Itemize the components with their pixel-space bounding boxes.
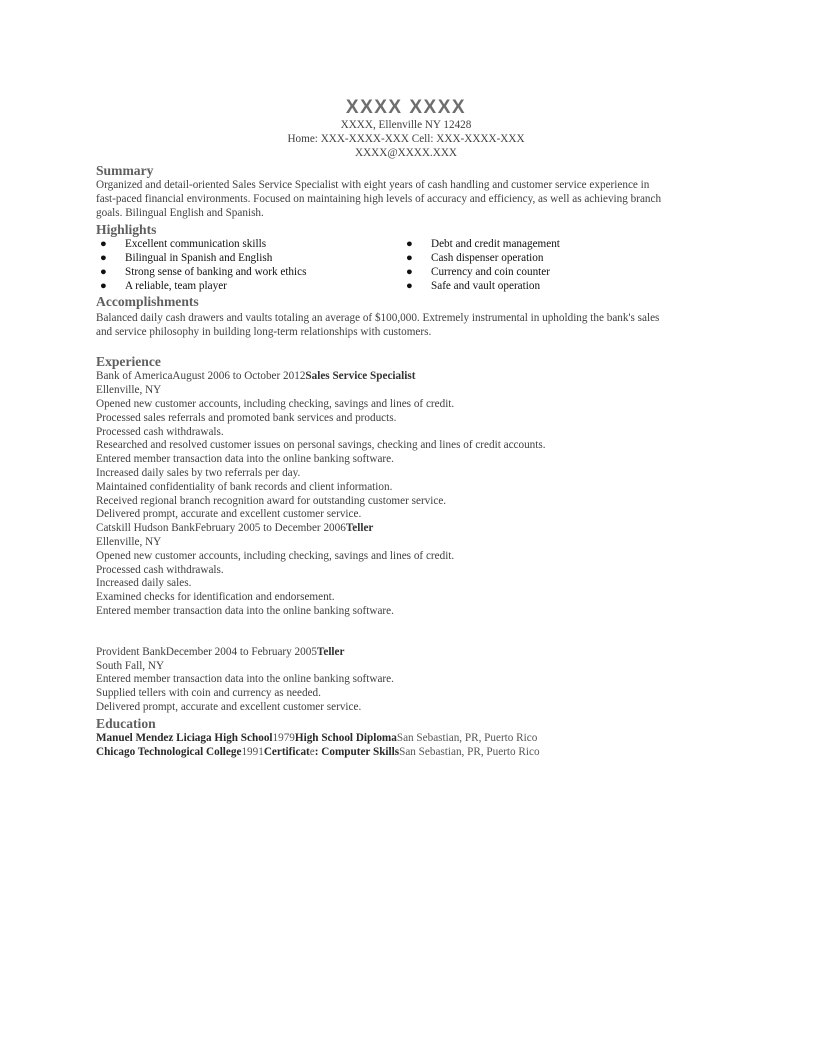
graduation-year: 1991 — [241, 745, 264, 758]
bullet-icon: ● — [100, 237, 107, 250]
address-line: XXXX, Ellenville NY 12428 — [340, 119, 472, 131]
phone-line: Home: XXX-XXXX-XXX Cell: XXX-XXXX-XXX — [287, 132, 525, 145]
job-duty: Entered member transaction data into the online banking software. — [96, 604, 394, 617]
job-duty: Examined checks for identification and endorsement. — [96, 591, 335, 604]
highlights-heading: Highlights — [96, 221, 157, 237]
email-line: XXXX@XXXX.XXX — [355, 146, 457, 159]
highlight-item: ● Bilingual in Spanish and English — [100, 251, 273, 264]
job-duty: Processed cash withdrawals. — [96, 425, 224, 438]
candidate-name: XXXX XXXX — [345, 97, 467, 118]
job-duty: Entered member transaction data into the online banking software. — [96, 673, 394, 686]
job-entry — [96, 522, 716, 619]
job-duty: Opened new customer accounts, including checking, savings and lines of credit. — [96, 549, 455, 562]
graduation-year: 1979 — [272, 731, 295, 744]
highlight-item: ● Excellent communication skills — [100, 237, 267, 250]
highlight-item: ● Cash dispenser operation — [406, 251, 544, 264]
degree-name: High School Diploma — [294, 731, 397, 744]
degree-name-part: e — [309, 745, 315, 758]
degree-separator: : — [314, 745, 322, 758]
job-duty: Delivered prompt, accurate and excellent customer service. — [96, 508, 362, 521]
highlight-item: ● Debt and credit management — [406, 237, 560, 250]
summary-line: Organized and detail-oriented Sales Service Specialist with eight years of cash handling and customer service experience in — [96, 179, 650, 192]
education-entry — [96, 746, 716, 760]
summary-heading: Summary — [96, 163, 154, 179]
education-entry — [96, 732, 716, 746]
school-name: Chicago Technological College — [96, 745, 242, 758]
job-duty: Maintained confidentiality of bank records and client information. — [96, 480, 393, 493]
job-duty: Delivered prompt, accurate and excellent customer service. — [96, 700, 362, 713]
resume-page — [96, 97, 716, 759]
summary-line: goals. Bilingual English and Spanish. — [96, 206, 264, 219]
highlights-list — [96, 238, 716, 294]
bullet-icon: ● — [406, 251, 413, 264]
summary-body — [96, 179, 716, 220]
accomplishments-heading: Accomplishments — [96, 293, 199, 309]
job-heading — [96, 370, 716, 384]
bullet-icon: ● — [100, 279, 107, 292]
job-duty: Processed cash withdrawals. — [96, 563, 224, 576]
highlight-item: ● Currency and coin counter — [406, 265, 550, 278]
job-duty: Processed sales referrals and promoted bank services and products. — [96, 411, 397, 424]
job-role: Teller — [316, 645, 345, 658]
degree-name: Certificat — [263, 745, 310, 758]
job-dates: August 2006 to October 2012 — [172, 370, 306, 383]
job-duty: Supplied tellers with coin and currency as needed. — [96, 687, 321, 700]
job-duty: Researched and resolved customer issues on personal savings, checking and lines of credit accounts. — [96, 439, 546, 452]
bullet-icon: ● — [406, 237, 413, 250]
job-heading — [96, 522, 716, 536]
school-location: San Sebastian, PR, Puerto Rico — [396, 731, 538, 744]
experience-heading: Experience — [96, 354, 161, 370]
education-heading: Education — [96, 715, 156, 731]
job-duty: Increased daily sales. — [96, 577, 192, 590]
accomplishments-line: Balanced daily cash drawers and vaults totaling an average of $100,000. Extremely instrumental in upholding the bank's sales — [96, 311, 660, 324]
bullet-icon: ● — [100, 265, 107, 278]
job-location: South Fall, NY — [96, 659, 165, 672]
job-company: Bank of America — [96, 370, 173, 383]
job-heading — [96, 646, 716, 660]
bullet-icon: ● — [100, 251, 107, 264]
highlight-item: ● A reliable, team player — [100, 279, 227, 292]
highlight-item: ● Safe and vault operation — [406, 279, 541, 292]
degree-field: Computer Skills — [321, 745, 400, 758]
highlight-item: ● Strong sense of banking and work ethics — [100, 265, 307, 278]
job-entry — [96, 646, 716, 715]
job-duty: Entered member transaction data into the online banking software. — [96, 453, 394, 466]
job-duty: Increased daily sales by two referrals per day. — [96, 466, 301, 479]
highlights-left-column — [96, 238, 396, 294]
bullet-icon: ● — [406, 265, 413, 278]
job-entry — [96, 370, 716, 522]
school-location: San Sebastian, PR, Puerto Rico — [399, 745, 540, 758]
job-dates: December 2004 to February 2005 — [165, 645, 317, 658]
job-duty: Received regional branch recognition award for outstanding customer service. — [96, 494, 447, 507]
accomplishments-body — [96, 312, 716, 340]
highlights-right-column — [402, 238, 702, 294]
job-location: Ellenville, NY — [96, 384, 162, 397]
summary-line: fast-paced financial environments. Focused on maintaining high levels of accuracy and efficiency, as well as achieving branch — [96, 193, 662, 206]
job-duty: Opened new customer accounts, including checking, savings and lines of credit. — [96, 397, 455, 410]
job-company: Catskill Hudson Bank — [96, 522, 195, 535]
job-role: Teller — [345, 522, 374, 535]
accomplishments-line: and service philosophy in building long-term relationships with customers. — [96, 325, 432, 338]
job-dates: February 2005 to December 2006 — [194, 522, 346, 535]
job-company: Provident Bank — [96, 645, 166, 658]
bullet-icon: ● — [406, 279, 413, 292]
job-location: Ellenville, NY — [96, 535, 162, 548]
job-role: Sales Service Specialist — [305, 370, 416, 383]
school-name: Manuel Mendez Liciaga High School — [96, 731, 273, 744]
